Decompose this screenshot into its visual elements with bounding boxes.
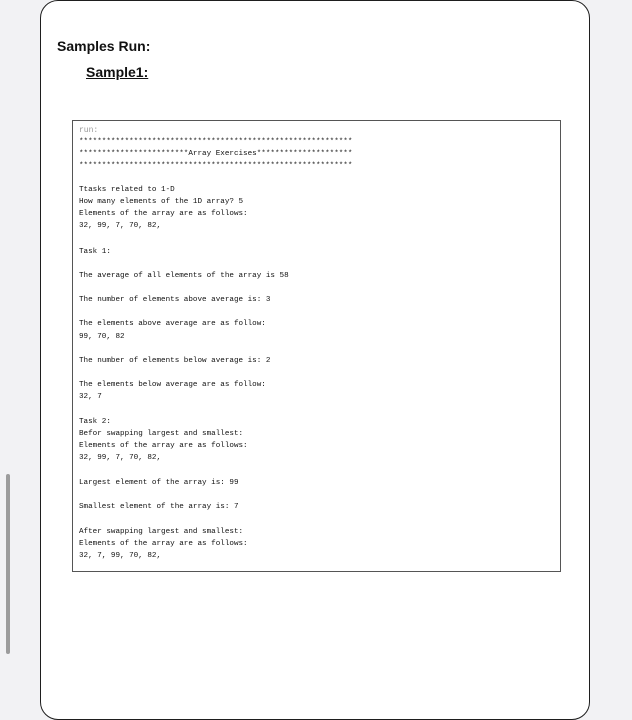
console-line: Elements of the array are as follows: — [79, 210, 248, 218]
console-line: The number of elements below average is: 2 — [79, 357, 271, 365]
console-line: The average of all elements of the array is 58 — [79, 272, 289, 280]
console-line: 32, 7, 99, 70, 82, — [79, 552, 162, 560]
console-line: Largest element of the array is: 99 — [79, 479, 239, 487]
console-line: The elements below average are as follow: — [79, 381, 266, 389]
console-line: ************************Array Exercises********************* — [79, 150, 353, 158]
console-line: ************************************************************ — [79, 138, 353, 146]
console-line: 32, 99, 7, 70, 82, — [79, 222, 162, 230]
console-line: After swapping largest and smallest: — [79, 528, 244, 536]
console-line: Ttasks related to 1-D — [79, 186, 175, 194]
console-line: Elements of the array are as follows: — [79, 540, 248, 548]
console-line: Befor swapping largest and smallest: — [79, 430, 244, 438]
console-line: The elements above average are as follow: — [79, 320, 266, 328]
scroll-indicator[interactable] — [6, 474, 10, 654]
console-line: How many elements of the 1D array? 5 — [79, 198, 244, 206]
console-line: Smallest element of the array is: 7 — [79, 503, 239, 511]
run-label: run: — [79, 126, 99, 135]
console-line: ************************************************************ — [79, 162, 353, 170]
console-line: 99, 70, 82 — [79, 333, 125, 341]
sample-heading: Sample1: — [86, 64, 149, 80]
page-heading: Samples Run: — [57, 38, 151, 54]
console-line: The number of elements above average is: 3 — [79, 296, 271, 304]
console-line: Task 1: — [79, 248, 111, 256]
console-line: Elements of the array are as follows: — [79, 442, 248, 450]
console-line: 32, 7 — [79, 393, 102, 401]
console-line: Task 2: — [79, 418, 111, 426]
console-line: 32, 99, 7, 70, 82, — [79, 454, 162, 462]
